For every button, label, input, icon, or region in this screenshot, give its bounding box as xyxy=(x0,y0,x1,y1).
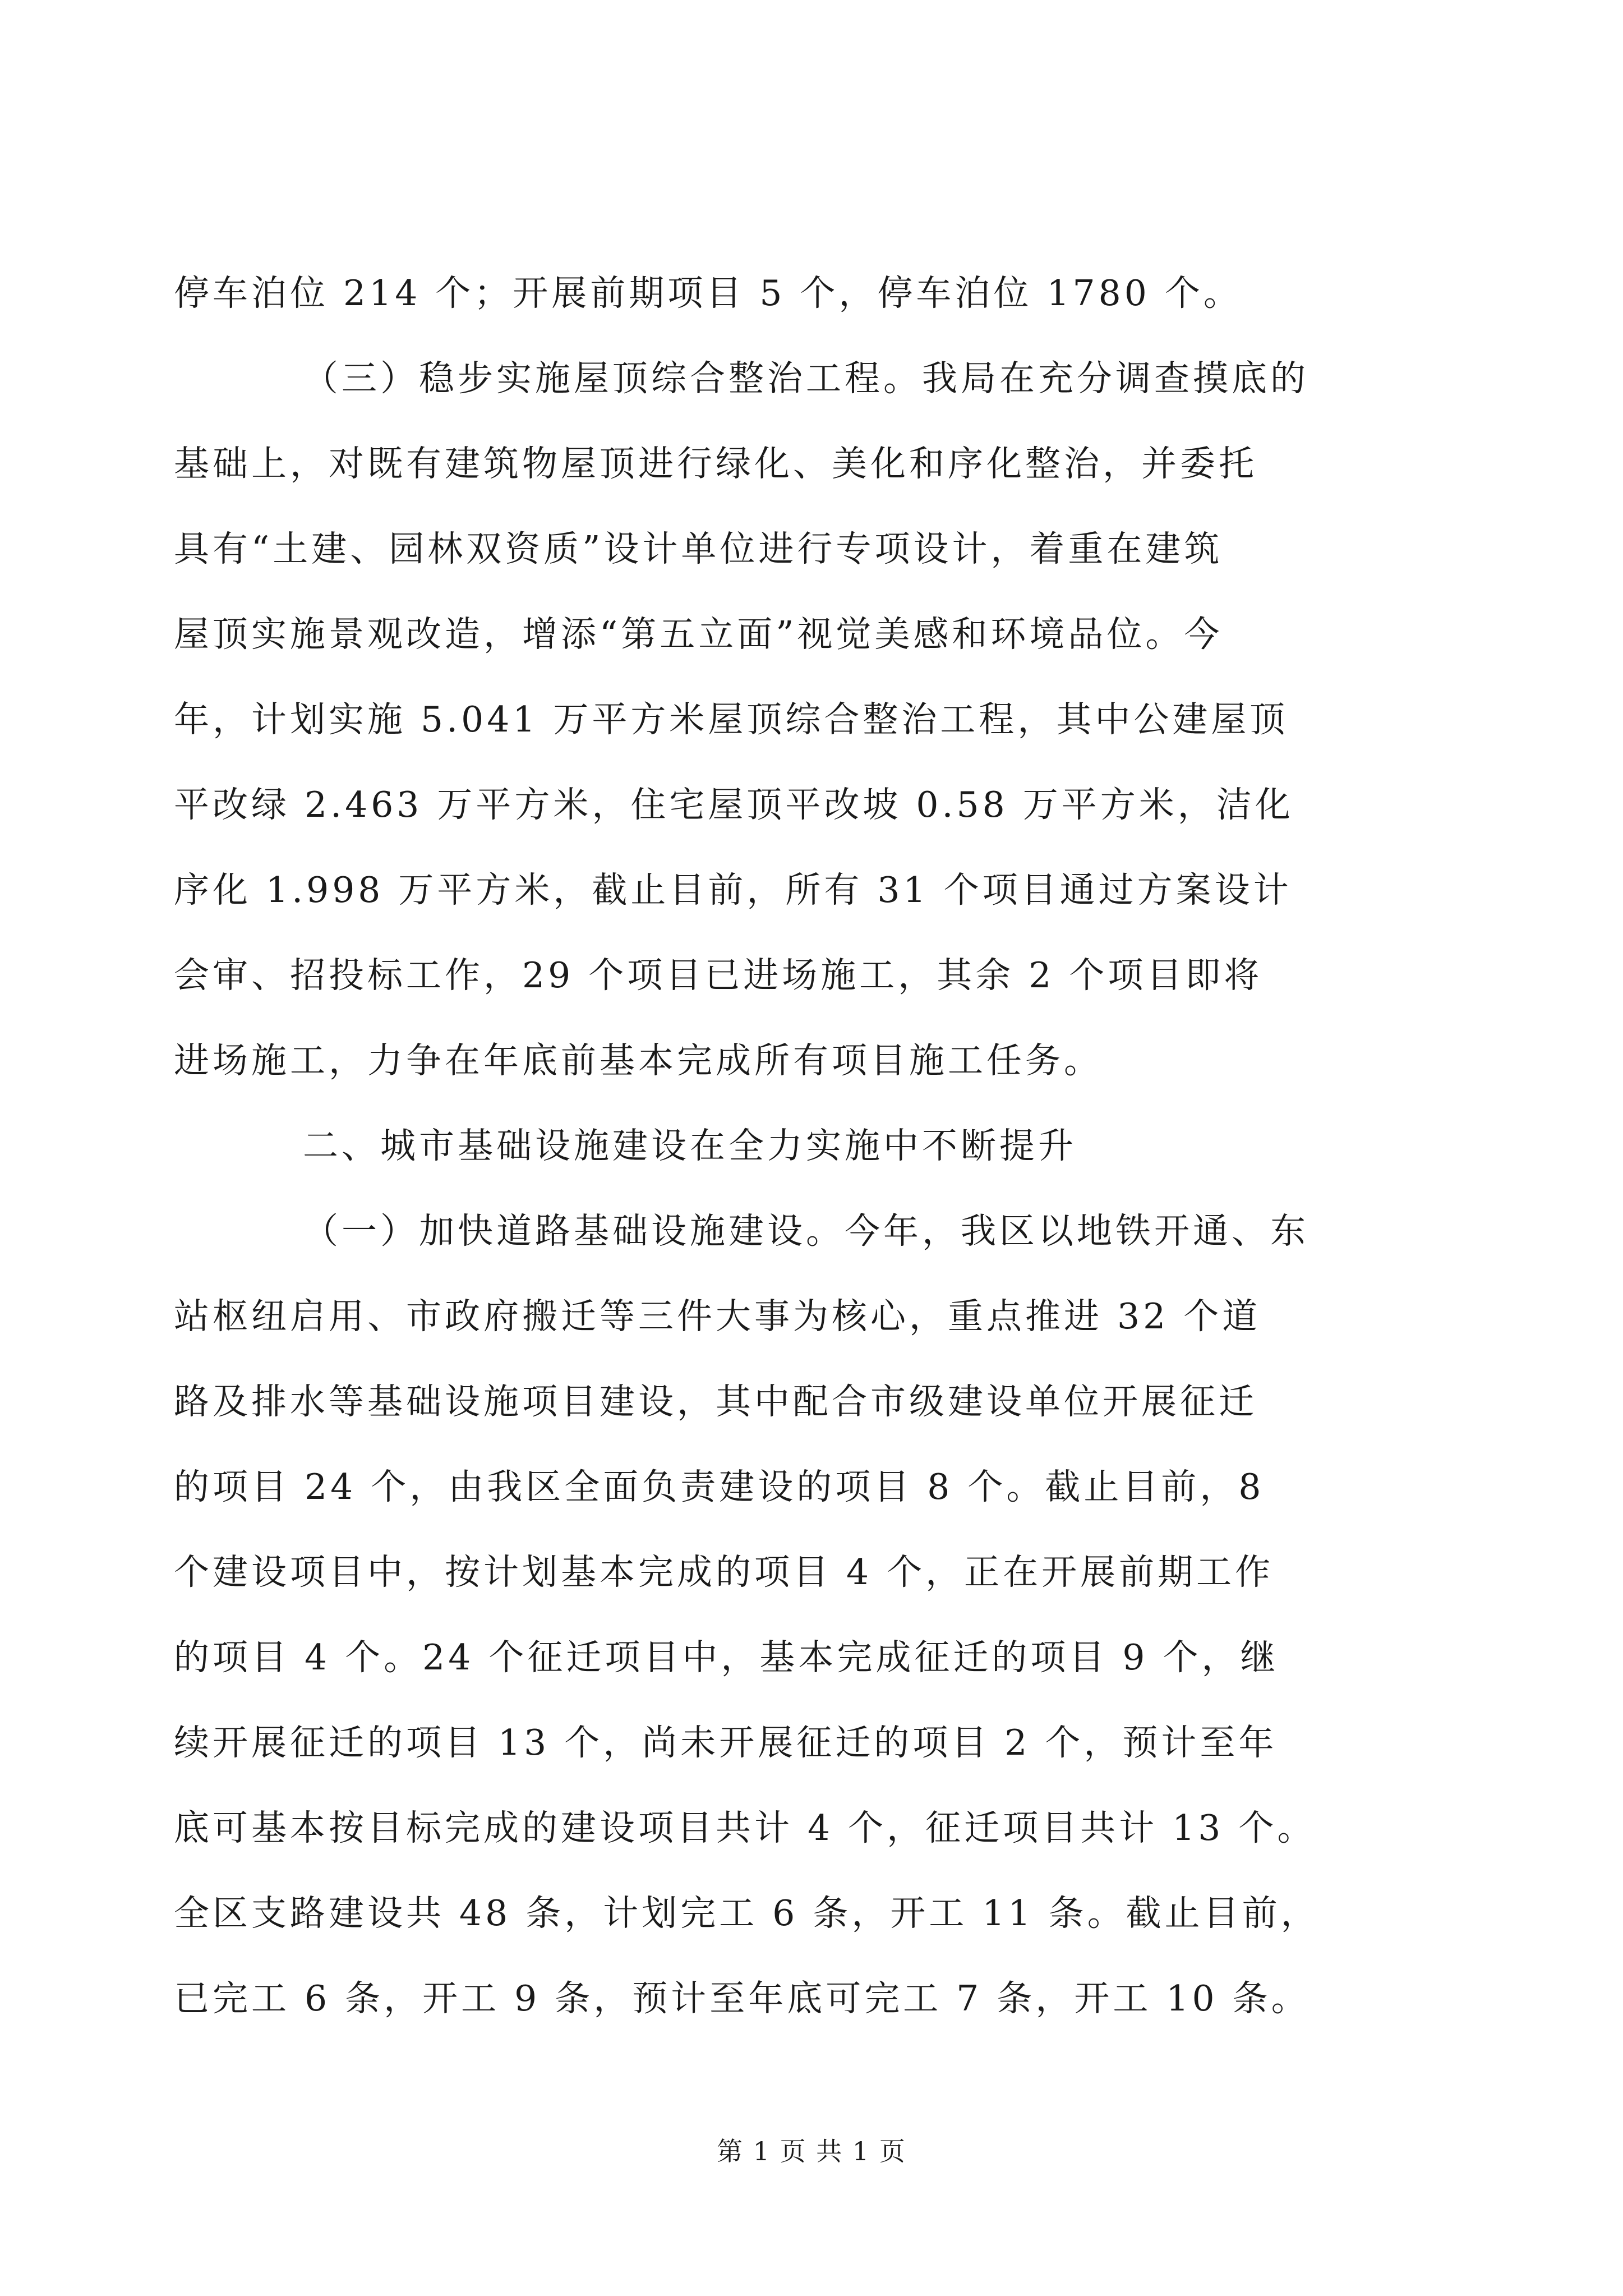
page-number-footer: 第 1 页 共 1 页 xyxy=(717,2136,906,2166)
text-line: 底可基本按目标完成的建设项目共计 4 个，征迁项目共计 13 个。 xyxy=(174,1807,1316,1848)
text-line: 站枢纽启用、市政府搬迁等三件大事为核心，重点推进 32 个道 xyxy=(174,1296,1261,1337)
text-line: 会审、招投标工作，29 个项目已进场施工，其余 2 个项目即将 xyxy=(174,955,1263,996)
text-line: 路及排水等基础设施项目建设，其中配合市级建设单位开展征迁 xyxy=(174,1381,1257,1422)
text-line: 全区支路建设共 48 条，计划完工 6 条，开工 11 条。截止目前， xyxy=(174,1893,1320,1934)
text-line: 已完工 6 条，开工 9 条，预计至年底可完工 7 条，开工 10 条。 xyxy=(174,1978,1310,2019)
text-line: 进场施工，力争在年底前基本完成所有项目施工任务。 xyxy=(174,1040,1103,1081)
text-line: 个建设项目中，按计划基本完成的项目 4 个，正在开展前期工作 xyxy=(174,1552,1274,1593)
text-line: 的项目 24 个，由我区全面负责建设的项目 8 个。截止目前，8 xyxy=(174,1466,1265,1507)
text-line: 基础上，对既有建筑物屋顶进行绿化、美化和序化整治，并委托 xyxy=(174,443,1257,484)
text-line: 续开展征迁的项目 13 个，尚未开展征迁的项目 2 个，预计至年 xyxy=(174,1722,1278,1763)
text-line: （三）稳步实施屋顶综合整治工程。我局在充分调查摸底的 xyxy=(303,358,1309,399)
text-line: （一）加快道路基础设施建设。今年，我区以地铁开通、东 xyxy=(303,1211,1309,1251)
text-line: 序化 1.998 万平方米，截止目前，所有 31 个项目通过方案设计 xyxy=(174,869,1292,910)
text-line: 平改绿 2.463 万平方米，住宅屋顶平改坡 0.58 万平方米，洁化 xyxy=(174,784,1294,825)
text-line: 停车泊位 214 个；开展前期项目 5 个，停车泊位 1780 个。 xyxy=(174,273,1242,314)
text-line: 屋顶实施景观改造，增添“第五立面”视觉美感和环境品位。今 xyxy=(174,614,1223,655)
text-line: 的项目 4 个。24 个征迁项目中，基本完成征迁的项目 9 个，继 xyxy=(174,1637,1279,1678)
section-heading: 二、城市基础设施建设在全力实施中不断提升 xyxy=(303,1125,1077,1166)
text-line: 年，计划实施 5.041 万平方米屋顶综合整治工程，其中公建屋顶 xyxy=(174,699,1289,740)
text-line: 具有“土建、园林双资质”设计单位进行专项设计，着重在建筑 xyxy=(174,528,1223,569)
